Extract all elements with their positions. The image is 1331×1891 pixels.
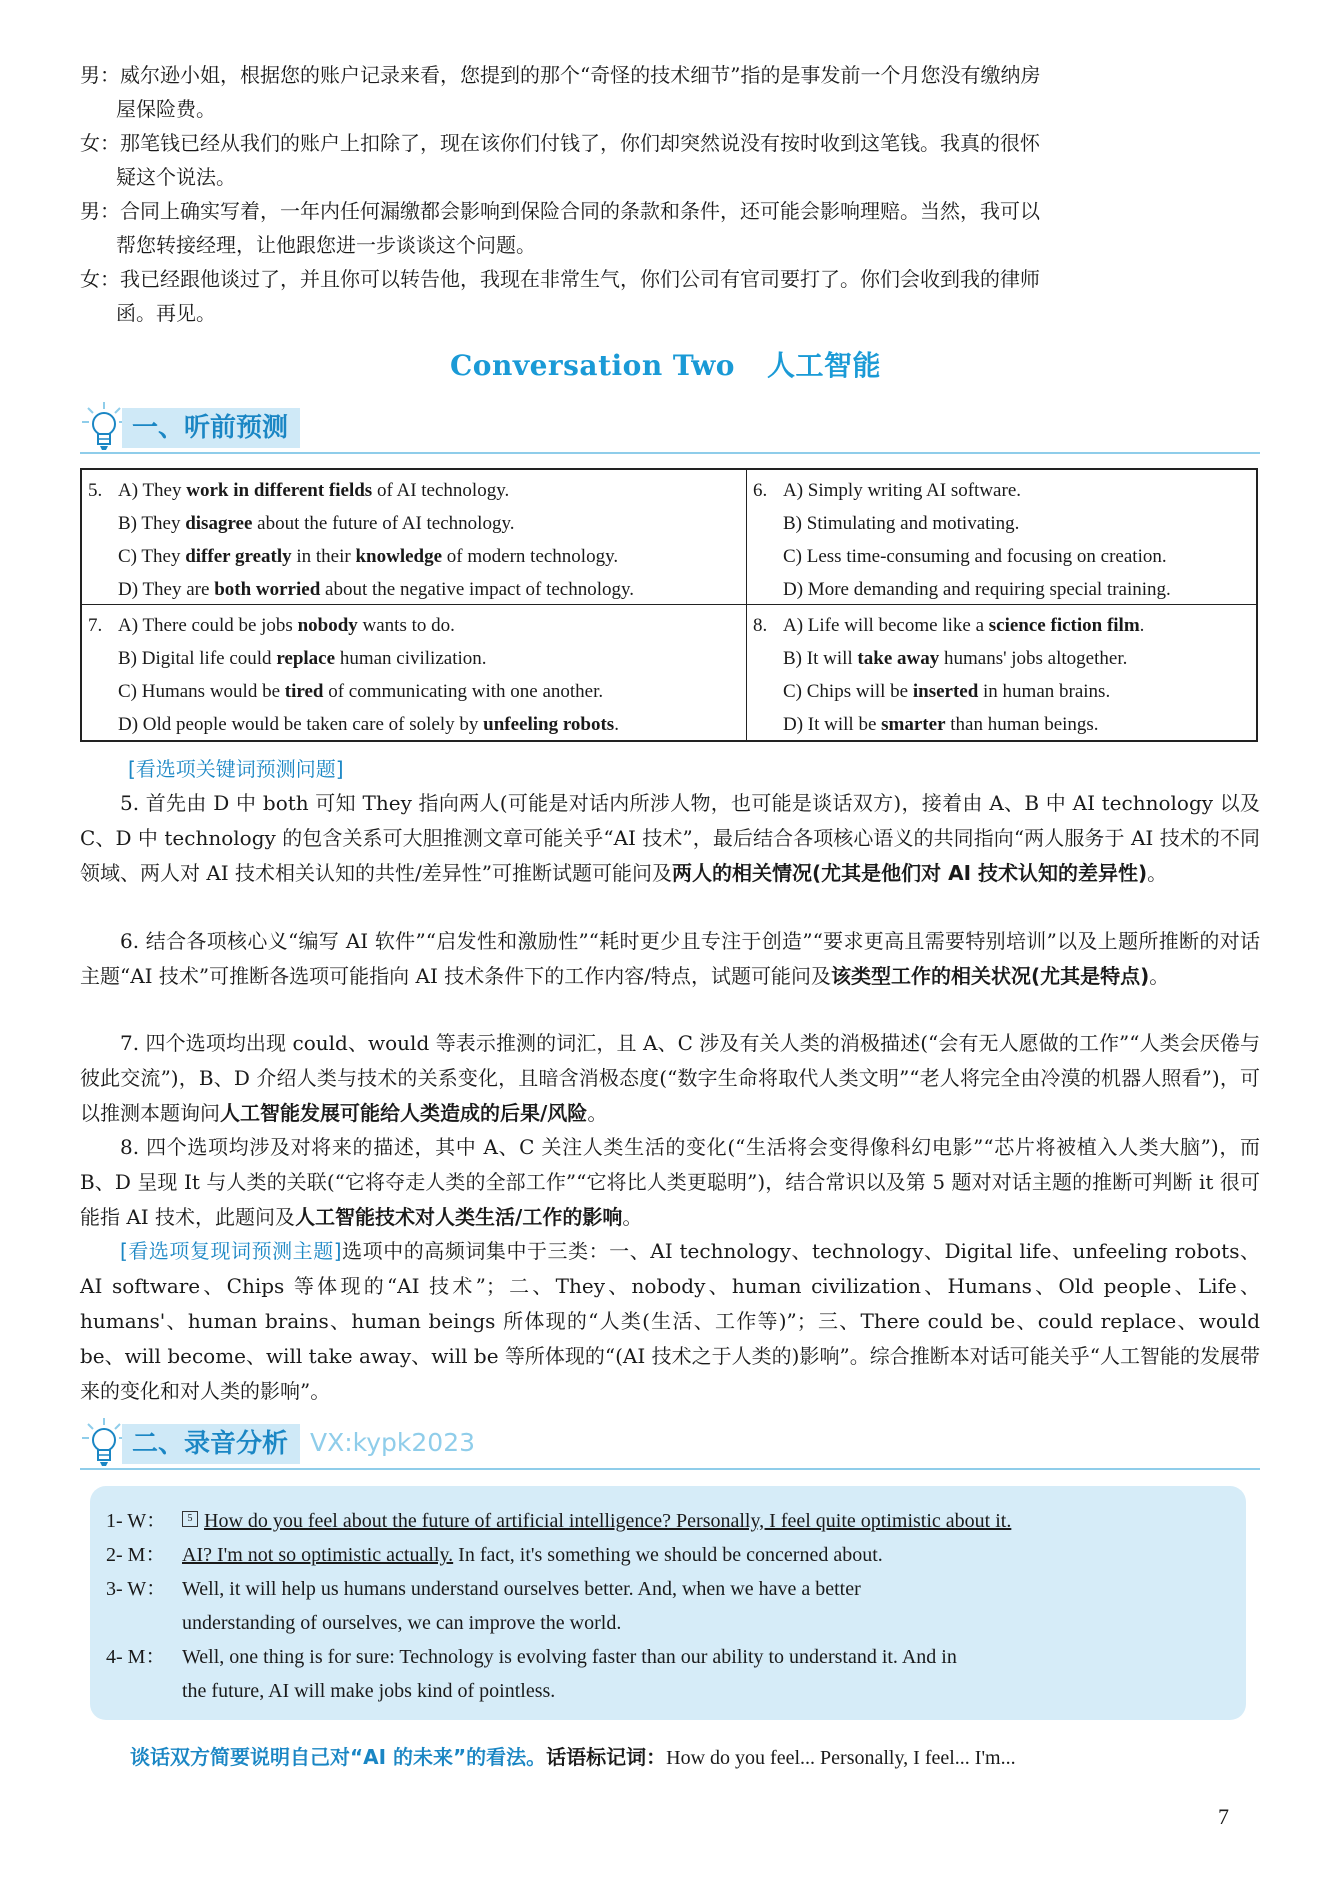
section-header-recording: [80, 1416, 1260, 1470]
transcript-box: [90, 1486, 1246, 1720]
dialogue-line-4: 女：我已经跟他谈过了，并且你可以转告他，我现在非常生气，你们公司有官司要打了。你们会收到我的律师 函。再见。: [80, 267, 1040, 325]
option-q7-c: C) Humans would be tired of communicating with one another.: [118, 681, 604, 702]
question-8-options: [747, 605, 1256, 741]
page-number: 7: [1218, 1804, 1229, 1829]
option-q5-c: C) They differ greatly in their knowledge of modern technology.: [118, 546, 619, 567]
conversation-title-en: Conversation Two: [450, 349, 735, 382]
conversation-title-cn: 人工智能: [766, 349, 881, 382]
question-marker: 5: [182, 1511, 198, 1527]
question-7-options: [82, 605, 746, 741]
options-table: [80, 468, 1258, 742]
analysis-q8: 8. 四个选项均涉及对将来的描述，其中 A、C 关注人类生活的变化(“生活将会变得像科幻电影”“芯片将被植入人类大脑”)，而 B、D 呈现 It 与人类的关联(“它将夺走人类的全部工作”“它将比人类更聪明”)，结合常识以及第 5 题对对话主题的推断可判断 it 很可能指 AI 技术，此题问及人工智能技术对人类生活/工作的影响。: [80, 1135, 1260, 1229]
section-rule: [80, 1468, 1260, 1470]
section-title: 二、录音分析: [122, 1424, 300, 1464]
dialogue-line-1: 男：威尔逊小姐，根据您的账户记录来看，您提到的那个“奇怪的技术细节”指的是事发前一个月您没有缴纳房 屋保险费。: [80, 63, 1041, 121]
option-q5-b: B) They disagree about the future of AI technology.: [118, 513, 515, 534]
option-q7-b: B) Digital life could replace human civilization.: [118, 648, 487, 669]
option-q6-b: B) Stimulating and motivating.: [783, 513, 1020, 534]
option-q6-d: D) More demanding and requiring special training.: [783, 579, 1171, 600]
transcript-line-1: 1- W： 5 How do you feel about the future of artificial intelligence? Personally, I feel quite optimistic about it.: [106, 1510, 1012, 1532]
analysis-q6: 6. 结合各项核心义“编写 AI 软件”“启发性和激励性”“耗时更少且专注于创造”“要求更高且需要特别培训”以及上题所推断的对话主题“AI 技术”可推断各选项可能指向 AI 技术条件下的工作内容/特点，试题可能问及该类型工作的相关状况(尤其是特点)。: [80, 929, 1260, 988]
option-q8-d: D) It will be smarter than human beings.: [783, 714, 1099, 735]
section-header-prediction: [80, 400, 1260, 454]
option-q8-b: B) It will take away humans' jobs altogether.: [783, 648, 1128, 669]
option-q5-d: D) They are both worried about the negative impact of technology.: [118, 579, 635, 600]
analysis-topic: [看选项复现词预测主题]选项中的高频词集中于三类：一、AI technology、technology、Digital life、unfeeling robots、AI software、Chips 等体现的“AI 技术”；二、They、nobody、human civilization、Humans、Old people、Life、humans'、human brains、human beings 所体现的“人类(生活、工作等)”；三、There could be、could replace、would be、will become、will take away、will be 等所体现的“(AI 技术之于人类的)影响”。综合推断本对话可能关乎“人工智能的发展带来的变化和对人类的影响”。: [80, 1239, 1261, 1403]
transcript-line-2: 2- M： AI? I'm not so optimistic actually. In fact, it's something we should be concerned about.: [106, 1544, 883, 1566]
analysis-tag-keywords: [看选项关键词预测问题]: [128, 757, 344, 781]
option-q8-a: 8. A) Life will become like a science fiction film.: [753, 615, 1145, 636]
section-title: 一、听前预测: [122, 408, 300, 448]
dialogue-line-2: 女：那笔钱已经从我们的账户上扣除了，现在该你们付钱了，你们却突然说没有按时收到这笔钱。我真的很怀 疑这个说法。: [80, 131, 1040, 189]
lightbulb-icon: [80, 1416, 128, 1468]
option-q6-a: 6. A) Simply writing AI software.: [753, 480, 1022, 501]
transcript-line-4: 4- M： Well, one thing is for sure: Technology is evolving faster than our ability to understand it. And in the future, AI will make jobs kind of pointless.: [106, 1646, 957, 1702]
watermark: VX:kypk2023: [310, 1428, 476, 1457]
conversation-title: [0, 344, 1331, 384]
option-q7-d: D) Old people would be taken care of solely by unfeeling robots.: [118, 714, 619, 735]
question-6-options: [747, 470, 1256, 606]
option-q8-c: C) Chips will be inserted in human brains.: [783, 681, 1111, 702]
option-q7-a: 7. A) There could be jobs nobody wants to do.: [88, 615, 455, 636]
option-q6-c: C) Less time-consuming and focusing on creation.: [783, 546, 1167, 567]
analysis-q7: 7. 四个选项均出现 could、would 等表示推测的词汇，且 A、C 涉及有关人类的消极描述(“会有无人愿做的工作”“人类会厌倦与彼此交流”)，B、D 介绍人类与技术的关系变化，且暗含消极态度(“数字生命将取代人类文明”“老人将完全由冷漠的机器人照看”)，可以推测本题询问人工智能发展可能给人类造成的后果/风险。: [80, 1031, 1260, 1125]
lightbulb-icon: [80, 400, 128, 452]
option-q5-a: 5. A) They work in different fields of AI technology.: [88, 480, 510, 501]
dialogue-line-3: 男：合同上确实写着，一年内任何漏缴都会影响到保险合同的条款和条件，还可能会影响理赔。当然，我可以 帮您转接经理，让他跟您进一步谈谈这个问题。: [80, 199, 1040, 257]
section-rule: [80, 452, 1260, 454]
analysis-q5: 5. 首先由 D 中 both 可知 They 指向两人(可能是对话内所涉人物，也可能是谈话双方)，接着由 A、B 中 AI technology 以及 C、D 中 technology 的包含关系可大胆推测文章可能关乎“AI 技术”，最后结合各项核心语义的共同指向“两人服务于 AI 技术的不同领域、两人对 AI 技术相关认知的共性/差异性”可推断试题可能问及两人的相关情况(尤其是他们对 AI 技术认知的差异性)。: [80, 791, 1260, 885]
transcript-line-3: 3- W： Well, it will help us humans understand ourselves better. And, when we have a better understanding of ourselves, we can improve the world.: [106, 1578, 861, 1634]
summary-line: 谈话双方简要说明自己对“AI 的未来”的看法。话语标记词：How do you feel... Personally, I feel... I'm...: [130, 1745, 1016, 1769]
question-5-options: [82, 470, 746, 606]
